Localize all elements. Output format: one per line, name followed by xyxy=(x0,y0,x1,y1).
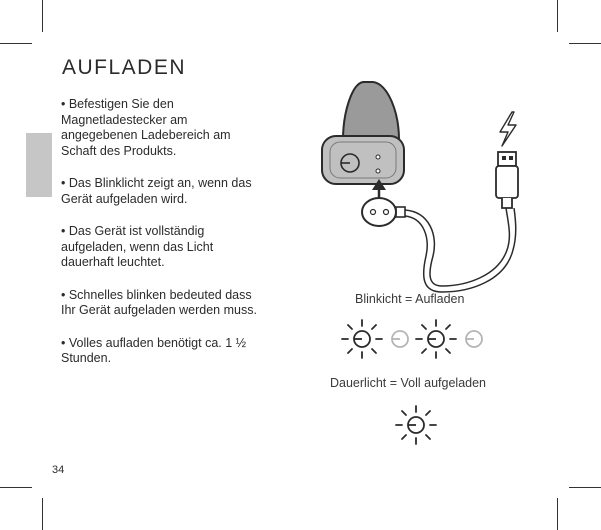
instruction-item: • Volles aufladen benötigt ca. 1 ½ Stunden. xyxy=(61,335,247,365)
charging-cable xyxy=(405,208,516,292)
light-on-icon xyxy=(416,320,456,358)
light-on-icon xyxy=(342,320,382,358)
charging-contact xyxy=(376,155,380,159)
instruction-item: • Das Gerät ist vollständig aufgeladen, wenn das Licht dauerhaft leuchtet. xyxy=(61,224,214,269)
instruction-item: • Befestigen Sie den Magnetladestecker am angegebenen Ladebereich am Schaft des Produkts. xyxy=(61,97,231,158)
instruction-item: • Schnelles blinken bedeuted dass Ihr Gerät aufgeladen werden muss. xyxy=(61,287,257,317)
steady-caption: Dauerlicht = Voll aufgeladen xyxy=(330,376,487,390)
light-off-icon xyxy=(392,331,408,347)
page-number: 34 xyxy=(52,464,65,476)
magnetic-connector xyxy=(362,198,405,226)
light-off-icon xyxy=(466,331,482,347)
charging-contact xyxy=(376,169,380,173)
device-tip xyxy=(343,82,399,140)
blinking-caption: Blinkicht = Aufladen xyxy=(355,292,465,306)
instruction-item: • Das Blinklicht zeigt an, wenn das Gerät aufgeladen wird. xyxy=(61,176,252,206)
usb-plug-icon xyxy=(496,152,518,208)
light-on-icon xyxy=(396,406,436,444)
lightning-icon xyxy=(500,112,516,146)
page-title: AUFLADEN xyxy=(62,56,187,79)
